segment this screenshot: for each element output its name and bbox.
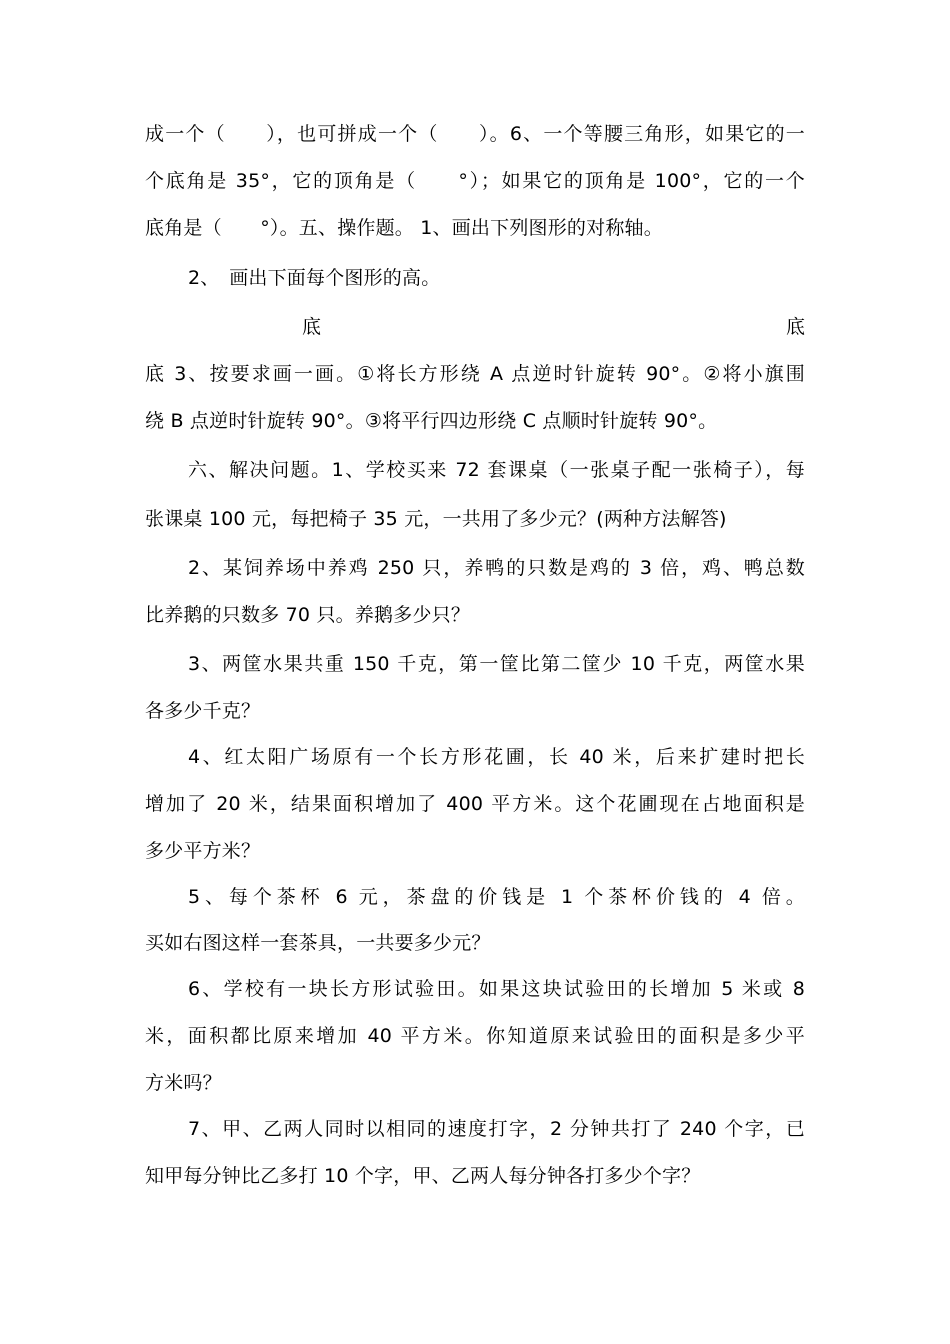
text-line: 个底角是 35°，它的顶角是（ °）；如果它的顶角是 100°，它的一个 [145, 170, 805, 192]
base-label: 底 [785, 316, 805, 338]
text-line: 4、红太阳广场原有一个长方形花圃，长 40 米，后来扩建时把长 [188, 746, 805, 768]
text-line: 底 3、按要求画一画。①将长方形绕 A 点逆时针旋转 90°。②将小旗围 [145, 363, 805, 385]
text-line: 成一个（ ），也可拼成一个（ ）。6、一个等腰三角形，如果它的一 [145, 123, 805, 145]
text-line: 底角是（ °）。五、操作题。 1、画出下列图形的对称轴。 [145, 217, 663, 239]
text-line: 比养鹅的只数多 70 只。养鹅多少只？ [145, 604, 471, 626]
text-line: 绕 B 点逆时针旋转 90°。③将平行四边形绕 C 点顺时针旋转 90°。 [145, 410, 718, 432]
text-line: 5、每个茶杯 6 元，茶盘的价钱是 1 个茶杯价钱的 4 倍。 [188, 886, 805, 908]
text-line: 7、甲、乙两人同时以相同的速度打字，2 分钟共打了 240 个字，已 [188, 1118, 805, 1140]
text-line: 2、 画出下面每个图形的高。 [188, 267, 441, 289]
text-line: 方米吗？ [145, 1072, 222, 1094]
base-label-row [145, 314, 805, 340]
text-line: 米，面积都比原来增加 40 平方米。你知道原来试验田的面积是多少平 [145, 1025, 805, 1047]
text-line: 2、某饲养场中养鸡 250 只，养鸭的只数是鸡的 3 倍，鸡、鸭总数 [188, 557, 805, 579]
text-line: 张课桌 100 元，每把椅子 35 元，一共用了多少元？(两种方法解答) [145, 508, 727, 530]
text-line: 六、解决问题。1、学校买来 72 套课桌（一张桌子配一张椅子），每 [188, 459, 805, 481]
text-line: 3、两筐水果共重 150 千克，第一筐比第二筐少 10 千克，两筐水果 [188, 653, 805, 675]
base-label: 底 [302, 316, 322, 338]
text-line: 增加了 20 米，结果面积增加了 400 平方米。这个花圃现在占地面积是 [145, 793, 805, 815]
text-line: 知甲每分钟比乙多打 10 个字，甲、乙两人每分钟各打多少个字？ [145, 1165, 701, 1187]
text-line: 6、学校有一块长方形试验田。如果这块试验田的长增加 5 米或 8 [188, 978, 805, 1000]
text-line: 各多少千克？ [145, 700, 261, 722]
text-line: 多少平方米？ [145, 840, 261, 862]
text-line: 买如右图这样一套茶具，一共要多少元？ [145, 932, 491, 954]
